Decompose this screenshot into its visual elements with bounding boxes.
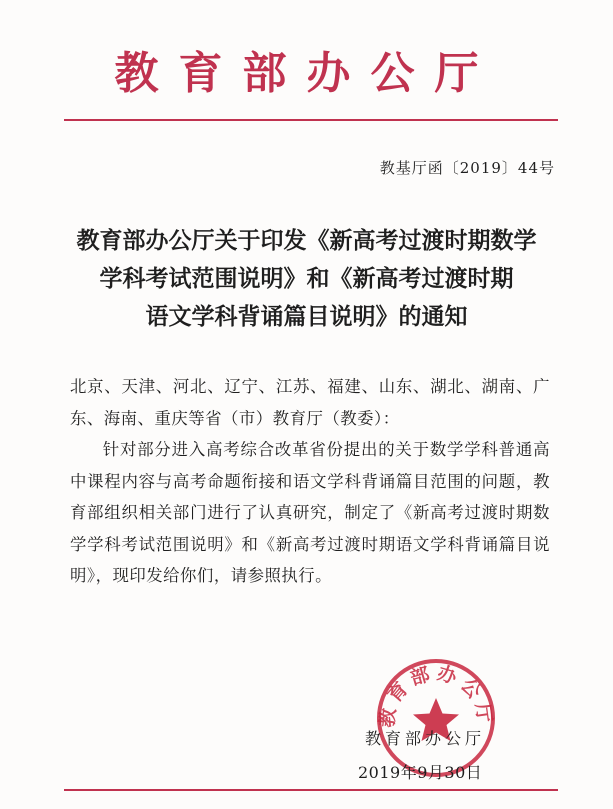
issuer-signature: 教育部办公厅	[365, 729, 486, 748]
addressee-line: 北京、天津、河北、辽宁、江苏、福建、山东、湖北、湖南、广东、海南、重庆等省（市）教育厅（教委）：	[70, 377, 550, 428]
notice-title-line-2: 学科考试范围说明》和《新高考过渡时期	[99, 265, 514, 292]
notice-body	[70, 371, 550, 592]
notice-title	[0, 222, 613, 336]
issue-date: 2019年9月30日	[358, 763, 483, 782]
notice-title-line-1: 教育部办公厅关于印发《新高考过渡时期数学	[76, 227, 537, 254]
document-number: 教基厅函〔2019〕44号	[379, 159, 555, 177]
notice-title-line-3: 语文学科背诵篇目说明》的通知	[145, 303, 468, 330]
header-divider	[64, 119, 558, 121]
seal-text: 教育部办公厅	[375, 662, 497, 729]
issuer-header-title: 教育部办公厅	[114, 48, 499, 99]
footer-divider	[64, 789, 558, 791]
body-paragraph: 针对部分进入高考综合改革省份提出的关于数学学科普通高中课程内容与高考命题衔接和语文学科背诵篇目范围的问题，教育部组织相关部门进行了认真研究，制定了《新高考过渡时期数学学科考试范围说明》和《新高考过渡时期语文学科背诵篇目说明》，现印发给你们，请参照执行。	[70, 440, 550, 585]
